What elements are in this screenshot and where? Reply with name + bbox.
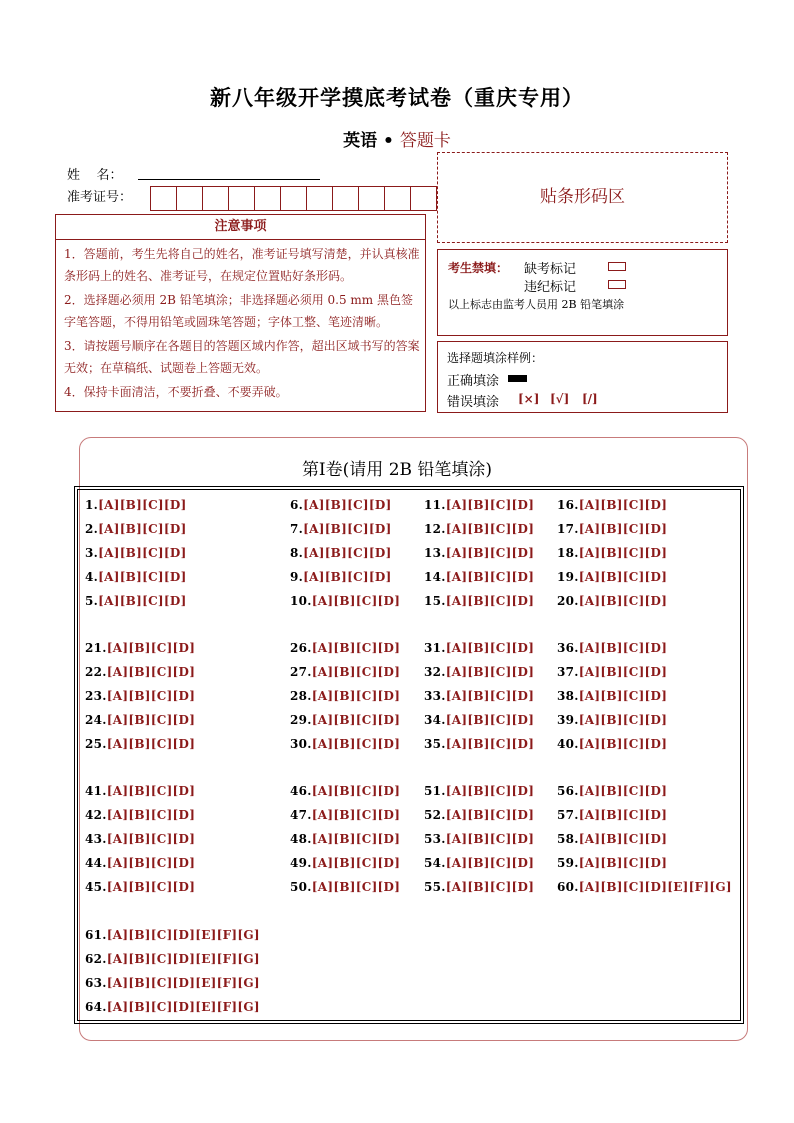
answer-row[interactable]: [85, 522, 187, 536]
question-number: 16.: [557, 498, 579, 512]
question-number: 61.: [85, 928, 107, 942]
wrong-label: 错误填涂: [447, 395, 500, 410]
answer-row[interactable]: [557, 641, 667, 655]
answer-options[interactable]: [A][B][C][D]: [106, 784, 196, 798]
answer-options[interactable]: [A][B][C][D]: [578, 689, 668, 703]
answer-row[interactable]: [424, 641, 534, 655]
notice-heading: 注意事项: [56, 215, 425, 240]
question-number: 37.: [557, 665, 579, 679]
answer-row[interactable]: [557, 856, 667, 870]
subject-prefix: 英语: [343, 131, 378, 151]
question-number: 36.: [557, 641, 579, 655]
answer-row[interactable]: [85, 928, 260, 942]
answer-row[interactable]: [290, 594, 400, 608]
answer-options[interactable]: [A][B][C][D]: [445, 641, 535, 655]
answer-options[interactable]: [A][B][C][D]: [311, 880, 401, 894]
question-number: 15.: [424, 594, 446, 608]
question-number: 35.: [424, 737, 446, 751]
id-digit-box[interactable]: [228, 186, 255, 211]
answer-options[interactable]: [A][B][C][D]: [106, 737, 196, 751]
notice-item-4: 4．保持卡面清洁，不要折叠、不要弄破。: [64, 385, 288, 399]
id-digit-box[interactable]: [280, 186, 307, 211]
forbid-note: 以上标志由监考人员用 2B 铅笔填涂: [448, 298, 625, 311]
answer-options[interactable]: [A][B][C][D]: [445, 594, 535, 608]
answer-options[interactable]: [A][B][C][D][E][F][G]: [106, 952, 260, 966]
answer-row[interactable]: [290, 665, 400, 679]
answer-options[interactable]: [A][B][C][D][E][F][G]: [106, 928, 260, 942]
question-number: 43.: [85, 832, 107, 846]
question-number: 2.: [85, 522, 99, 536]
answer-options[interactable]: [A][B][C][D]: [106, 641, 196, 655]
question-number: 59.: [557, 856, 579, 870]
notice-box: [55, 214, 426, 412]
answer-options[interactable]: [A][B][C][D]: [106, 880, 196, 894]
absent-mark-box[interactable]: [608, 262, 626, 271]
question-number: 39.: [557, 713, 579, 727]
id-label: 准考证号：: [67, 190, 133, 205]
correct-label: 正确填涂: [447, 374, 500, 389]
answer-row[interactable]: [290, 522, 392, 536]
question-number: 54.: [424, 856, 446, 870]
answer-options[interactable]: [A][B][C][D]: [311, 665, 401, 679]
question-number: 12.: [424, 522, 446, 536]
answer-row[interactable]: [557, 713, 667, 727]
answer-row[interactable]: [290, 546, 392, 560]
answer-row[interactable]: [424, 594, 534, 608]
answer-options[interactable]: [A][B][C][D]: [98, 594, 187, 608]
notice-item-1: 1．答题前，考生先将自己的姓名，准考证号填写清楚，并认真核准条形码上的姓名、准考证号，在规定位置贴好条形码。: [64, 247, 420, 283]
answer-options[interactable]: [A][B][C][D]: [303, 570, 392, 584]
answer-options[interactable]: [A][B][C][D]: [578, 737, 668, 751]
question-number: 4.: [85, 570, 99, 584]
fill-sample-box: [437, 341, 728, 413]
question-number: 48.: [290, 832, 312, 846]
answer-options[interactable]: [A][B][C][D]: [445, 737, 535, 751]
answer-row[interactable]: [424, 832, 534, 846]
question-number: 9.: [290, 570, 304, 584]
answer-options[interactable]: [A][B][C][D]: [106, 713, 196, 727]
answer-row[interactable]: [85, 713, 195, 727]
question-number: 23.: [85, 689, 107, 703]
answer-options[interactable]: [A][B][C][D]: [445, 784, 535, 798]
answer-row[interactable]: [85, 689, 195, 703]
answer-options[interactable]: [A][B][C][D]: [106, 808, 196, 822]
question-number: 57.: [557, 808, 579, 822]
question-number: 13.: [424, 546, 446, 560]
answer-row[interactable]: [557, 784, 667, 798]
forbid-label: 考生禁填：: [448, 261, 509, 275]
id-digit-box[interactable]: [358, 186, 385, 211]
answer-options[interactable]: [A][B][C][D][E][F][G]: [106, 976, 260, 990]
answer-row[interactable]: [557, 594, 667, 608]
question-number: 44.: [85, 856, 107, 870]
answer-row[interactable]: [424, 808, 534, 822]
absent-label: 缺考标记: [524, 262, 577, 277]
answer-options[interactable]: [A][B][C][D]: [578, 570, 668, 584]
question-number: 25.: [85, 737, 107, 751]
wrong-mark-1: [×]: [518, 392, 540, 406]
question-number: 24.: [85, 713, 107, 727]
question-number: 19.: [557, 570, 579, 584]
answer-options[interactable]: [A][B][C][D]: [106, 856, 196, 870]
question-number: 3.: [85, 546, 99, 560]
question-number: 5.: [85, 594, 99, 608]
question-number: 28.: [290, 689, 312, 703]
answer-options[interactable]: [A][B][C][D]: [106, 832, 196, 846]
id-digit-box[interactable]: [332, 186, 359, 211]
answer-options[interactable]: [A][B][C][D]: [106, 665, 196, 679]
answer-row[interactable]: [557, 498, 667, 512]
wrong-mark-2: [√]: [550, 392, 570, 406]
answer-options[interactable]: [A][B][C][D]: [311, 784, 401, 798]
subject-dot: •: [377, 131, 400, 151]
answer-row[interactable]: [85, 498, 187, 512]
violation-label: 违纪标记: [524, 280, 577, 295]
answer-row[interactable]: [85, 952, 260, 966]
answer-options[interactable]: [A][B][C][D]: [578, 784, 668, 798]
sample-heading: 选择题填涂样例：: [447, 351, 544, 365]
answer-row[interactable]: [424, 880, 534, 894]
answer-options[interactable]: [A][B][C][D]: [303, 498, 392, 512]
answer-row[interactable]: [557, 832, 667, 846]
answer-row[interactable]: [557, 737, 667, 751]
answer-options[interactable]: [A][B][C][D]: [578, 594, 668, 608]
question-number: 20.: [557, 594, 579, 608]
answer-options[interactable]: [A][B][C][D]: [311, 832, 401, 846]
answer-row[interactable]: [290, 856, 400, 870]
answer-row[interactable]: [85, 641, 195, 655]
subject-suffix: 答题卡: [399, 131, 451, 151]
answer-options[interactable]: [A][B][C][D]: [98, 570, 187, 584]
subject-line: [0, 126, 794, 151]
answer-options[interactable]: [A][B][C][D]: [445, 832, 535, 846]
answer-row[interactable]: [85, 1000, 260, 1014]
question-number: 58.: [557, 832, 579, 846]
question-number: 18.: [557, 546, 579, 560]
question-number: 1.: [85, 498, 99, 512]
barcode-area: 贴条形码区: [437, 152, 728, 243]
answer-options[interactable]: [A][B][C][D]: [311, 737, 401, 751]
answer-row[interactable]: [424, 737, 534, 751]
answer-row[interactable]: [85, 784, 195, 798]
answer-row[interactable]: [85, 570, 187, 584]
question-number: 45.: [85, 880, 107, 894]
answer-row[interactable]: [85, 856, 195, 870]
answer-row[interactable]: [557, 546, 667, 560]
answer-row[interactable]: [290, 641, 400, 655]
question-number: 8.: [290, 546, 304, 560]
answer-options[interactable]: [A][B][C][D]: [578, 665, 668, 679]
question-number: 47.: [290, 808, 312, 822]
answer-row[interactable]: [290, 880, 400, 894]
answer-row[interactable]: [424, 856, 534, 870]
question-number: 30.: [290, 737, 312, 751]
answer-options[interactable]: [A][B][C][D]: [578, 522, 668, 536]
correct-fill-sample: [508, 375, 527, 382]
answer-options[interactable]: [A][B][C][D]: [578, 498, 668, 512]
answer-row[interactable]: [290, 784, 400, 798]
answer-options[interactable]: [A][B][C][D]: [98, 498, 187, 512]
answer-options[interactable]: [A][B][C][D]: [578, 713, 668, 727]
name-field[interactable]: [138, 179, 320, 180]
answer-options[interactable]: [A][B][C][D]: [311, 713, 401, 727]
question-number: 50.: [290, 880, 312, 894]
answer-row[interactable]: [290, 498, 392, 512]
answer-options[interactable]: [A][B][C][D]: [578, 641, 668, 655]
answer-row[interactable]: [424, 498, 534, 512]
id-digit-box[interactable]: [306, 186, 333, 211]
answer-row[interactable]: [424, 689, 534, 703]
answer-options[interactable]: [A][B][C][D]: [311, 856, 401, 870]
question-number: 52.: [424, 808, 446, 822]
question-number: 21.: [85, 641, 107, 655]
answer-options[interactable]: [A][B][C][D]: [445, 880, 535, 894]
question-number: 34.: [424, 713, 446, 727]
question-number: 41.: [85, 784, 107, 798]
answer-row[interactable]: [557, 689, 667, 703]
id-digit-box[interactable]: [254, 186, 281, 211]
question-number: 27.: [290, 665, 312, 679]
answer-row[interactable]: [424, 570, 534, 584]
answer-options[interactable]: [A][B][C][D]: [445, 689, 535, 703]
question-number: 40.: [557, 737, 579, 751]
answer-row[interactable]: [290, 689, 400, 703]
id-digit-box[interactable]: [176, 186, 203, 211]
answer-row[interactable]: [85, 976, 260, 990]
question-number: 49.: [290, 856, 312, 870]
answer-row[interactable]: [424, 713, 534, 727]
answer-row[interactable]: [557, 808, 667, 822]
id-digit-box[interactable]: [202, 186, 229, 211]
question-number: 33.: [424, 689, 446, 703]
section-title: 第Ⅰ卷(请用 2B 铅笔填涂): [301, 460, 493, 480]
answer-options[interactable]: [A][B][C][D]: [445, 498, 535, 512]
answer-row[interactable]: [557, 880, 732, 894]
answer-row[interactable]: [85, 665, 195, 679]
examiner-only-box: [437, 249, 728, 336]
id-digit-box[interactable]: [410, 186, 437, 211]
answer-row[interactable]: [85, 880, 195, 894]
wrong-mark-3: [/]: [582, 392, 598, 406]
answer-row[interactable]: [557, 522, 667, 536]
id-boxes[interactable]: [151, 186, 437, 211]
question-number: 32.: [424, 665, 446, 679]
answer-options[interactable]: [A][B][C][D][E][F][G]: [578, 880, 732, 894]
answer-options[interactable]: [A][B][C][D]: [303, 546, 392, 560]
answer-row[interactable]: [290, 737, 400, 751]
answer-options[interactable]: [A][B][C][D]: [98, 522, 187, 536]
question-number: 42.: [85, 808, 107, 822]
answer-options[interactable]: [A][B][C][D]: [311, 641, 401, 655]
question-number: 10.: [290, 594, 312, 608]
answer-options[interactable]: [A][B][C][D]: [445, 713, 535, 727]
answer-options[interactable]: [A][B][C][D]: [445, 570, 535, 584]
question-number: 51.: [424, 784, 446, 798]
answer-row[interactable]: [290, 808, 400, 822]
answer-row[interactable]: [424, 784, 534, 798]
id-digit-box[interactable]: [150, 186, 177, 211]
question-number: 26.: [290, 641, 312, 655]
answer-row[interactable]: [85, 808, 195, 822]
page-title: 新八年级开学摸底考试卷（重庆专用）: [210, 85, 584, 110]
answer-options[interactable]: [A][B][C][D]: [303, 522, 392, 536]
answer-row[interactable]: [424, 546, 534, 560]
answer-options[interactable]: [A][B][C][D]: [578, 546, 668, 560]
answer-options[interactable]: [A][B][C][D]: [311, 689, 401, 703]
question-number: 64.: [85, 1000, 107, 1014]
answer-options[interactable]: [A][B][C][D]: [311, 594, 401, 608]
violation-mark-box[interactable]: [608, 280, 626, 289]
question-number: 7.: [290, 522, 304, 536]
answer-row[interactable]: [290, 570, 392, 584]
answer-row[interactable]: [85, 737, 195, 751]
answer-row[interactable]: [85, 546, 187, 560]
answer-options[interactable]: [A][B][C][D]: [578, 832, 668, 846]
answer-options[interactable]: [A][B][C][D]: [445, 665, 535, 679]
question-number: 14.: [424, 570, 446, 584]
answer-row[interactable]: [85, 594, 187, 608]
id-digit-box[interactable]: [384, 186, 411, 211]
question-number: 60.: [557, 880, 579, 894]
answer-row[interactable]: [290, 832, 400, 846]
answer-options[interactable]: [A][B][C][D]: [445, 546, 535, 560]
name-label: 姓 名：: [67, 168, 123, 183]
question-number: 22.: [85, 665, 107, 679]
notice-item-2: 2．选择题必须用 2B 铅笔填涂；非选择题必须用 0.5 mm 黑色签字笔答题，不得用铅笔或圆珠笔答题；字体工整、笔迹清晰。: [64, 293, 414, 329]
answer-options[interactable]: [A][B][C][D]: [98, 546, 187, 560]
answer-options[interactable]: [A][B][C][D]: [106, 689, 196, 703]
question-number: 63.: [85, 976, 107, 990]
answer-options[interactable]: [A][B][C][D][E][F][G]: [106, 1000, 260, 1014]
question-number: 31.: [424, 641, 446, 655]
question-number: 17.: [557, 522, 579, 536]
question-number: 38.: [557, 689, 579, 703]
answer-options[interactable]: [A][B][C][D]: [311, 808, 401, 822]
answer-row[interactable]: [290, 713, 400, 727]
question-number: 6.: [290, 498, 304, 512]
answer-options[interactable]: [A][B][C][D]: [578, 856, 668, 870]
question-number: 11.: [424, 498, 446, 512]
answer-row[interactable]: [424, 522, 534, 536]
question-number: 29.: [290, 713, 312, 727]
answer-row[interactable]: [424, 665, 534, 679]
answer-row[interactable]: [557, 665, 667, 679]
question-number: 55.: [424, 880, 446, 894]
question-number: 62.: [85, 952, 107, 966]
notice-item-3: 3．请按题号顺序在各题目的答题区域内作答，超出区域书写的答案无效；在草稿纸、试题卷上答题无效。: [64, 339, 420, 375]
answer-options[interactable]: [A][B][C][D]: [445, 808, 535, 822]
question-number: 46.: [290, 784, 312, 798]
answer-options[interactable]: [A][B][C][D]: [445, 856, 535, 870]
answer-row[interactable]: [557, 570, 667, 584]
question-number: 56.: [557, 784, 579, 798]
answer-options[interactable]: [A][B][C][D]: [445, 522, 535, 536]
answer-options[interactable]: [A][B][C][D]: [578, 808, 668, 822]
question-number: 53.: [424, 832, 446, 846]
answer-row[interactable]: [85, 832, 195, 846]
